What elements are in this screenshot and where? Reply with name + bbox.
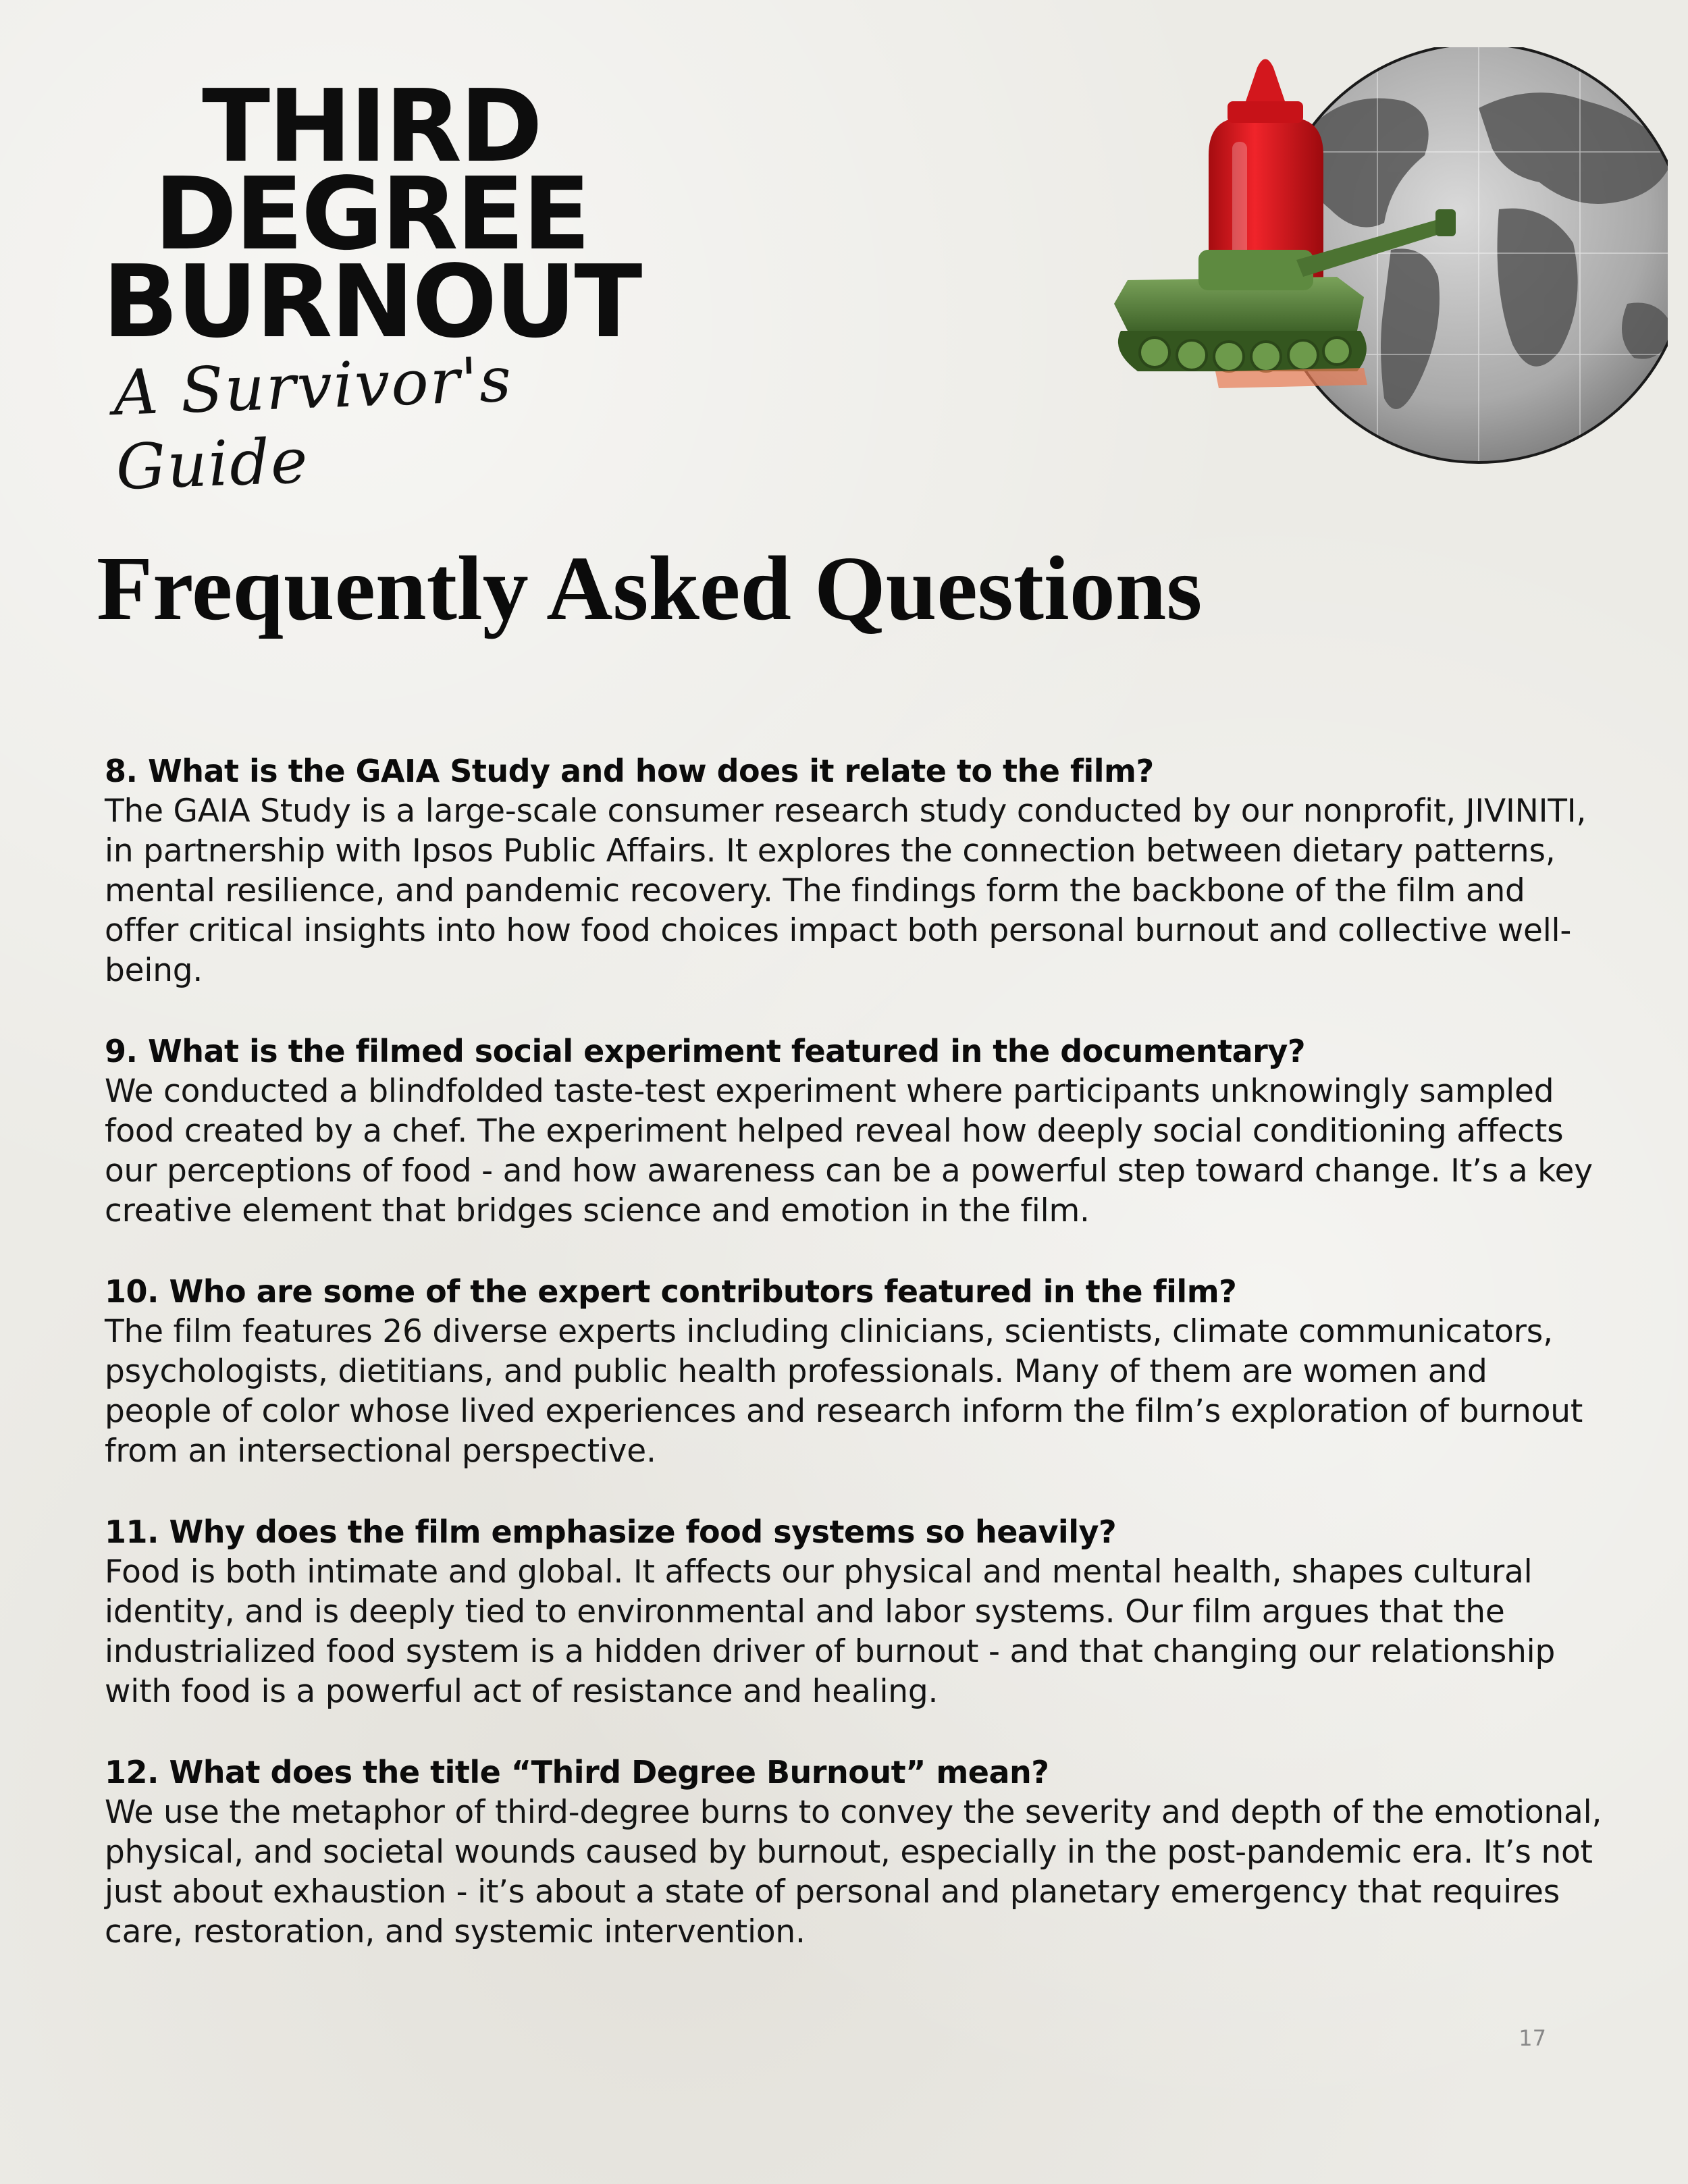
- page-number: 17: [1519, 2025, 1546, 2051]
- logo-line-third: THIRD: [202, 68, 541, 184]
- faq-answer: Food is both intimate and global. It affects our physical and mental health, shapes cultural identity, and is deeply tied to environmental and labor systems. Our film argues that the industrialized food system is a hidden driver of burnout - and that changing our relationship with food is a powerful act of resistance and healing.: [105, 1553, 1556, 1710]
- logo-subtitle: A Survivor's Guide: [112, 343, 514, 504]
- faq-question: 10. Who are some of the expert contributors featured in the film?: [105, 1273, 1237, 1310]
- faq-item: [105, 1271, 1604, 1471]
- faq-question: 12. What does the title “Third Degree Burnout” mean?: [105, 1754, 1049, 1790]
- faq-answer: We use the metaphor of third-degree burns to convey the severity and depth of the emotional, physical, and societal wounds caused by burnout, especially in the post-pandemic era. It’s not just about exhaustion - it’s about a state of personal and planetary emergency that requires care, restoration, and systemic intervention.: [105, 1794, 1602, 1950]
- logo-line-degree: DEGREE: [154, 156, 589, 272]
- page-title: Frequently Asked Questions: [97, 538, 1203, 639]
- faq-question: 11. Why does the film emphasize food systems so heavily?: [105, 1514, 1117, 1550]
- ketchup-bottle-icon: [1209, 59, 1323, 281]
- faq-item: [105, 1031, 1604, 1231]
- faq-item: [105, 1512, 1604, 1711]
- logo-line-burnout: BURNOUT: [102, 244, 641, 360]
- faq-answer: The GAIA Study is a large-scale consumer research study conducted by our nonprofit, JIVINITI, in partnership with Ipsos Public Affairs. It explores the connection between dietary patterns, mental resilience, and pandemic recovery. The findings form the backbone of the film and offer critical insights into how food choices impact both personal burnout and collective well-being.: [105, 793, 1587, 989]
- faq-answer: We conducted a blindfolded taste-test experiment where participants unknowingly sampled food created by a chef. The experiment helped reveal how deeply social conditioning affects our perceptions of food - and how awareness can be a powerful step toward change. It’s a key creative element that bridges science and emotion in the film.: [105, 1073, 1593, 1229]
- faq-question: 9. What is the filmed social experiment featured in the documentary?: [105, 1033, 1306, 1069]
- hero-illustration: [1101, 47, 1668, 479]
- faq-question: 8. What is the GAIA Study and how does it relate to the film?: [105, 753, 1154, 789]
- faq-item: [105, 751, 1604, 990]
- faq-list: [105, 751, 1604, 1992]
- brand-logo: [101, 68, 682, 504]
- faq-item: [105, 1752, 1604, 1952]
- faq-answer: The film features 26 diverse experts including clinicians, scientists, climate communicators, psychologists, dietitians, and public health professionals. Many of them are women and people of color whose lived experiences and research inform the film’s exploration of burnout from an intersectional perspective.: [105, 1313, 1583, 1470]
